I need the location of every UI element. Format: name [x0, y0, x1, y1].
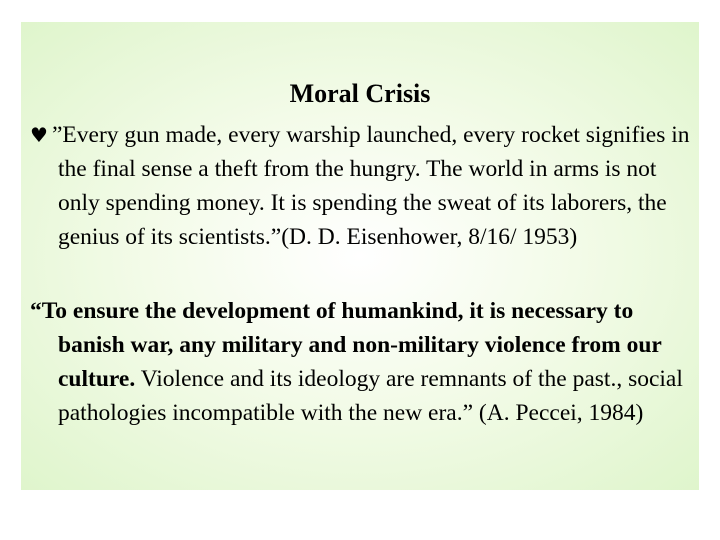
peccei-quote-regular-text: Violence and its ideology are remnants of the past., social pathologies incompatible with the new era.” (A. Peccei, 1984) [58, 366, 683, 426]
title-text: Moral Crisis [289, 79, 431, 108]
peccei-quote-bold-text: “To ensure the development of humankind, it is necessary to banish war, any military and non-military violence from our culture. [30, 298, 662, 392]
page-title [0, 78, 720, 110]
peccei-quote [30, 294, 692, 430]
eisenhower-quote-text: ”Every gun made, every warship launched, every rocket signifies in the final sense a theft from the hungry. The world in arms is not only spending money. It is spending the sweat of its laborers, the genius of its scientists.”(D. D. Eisenhower, 8/16/ 1953) [52, 122, 690, 250]
eisenhower-quote [30, 118, 692, 254]
heart-bullet-icon: ♥ [30, 123, 48, 147]
